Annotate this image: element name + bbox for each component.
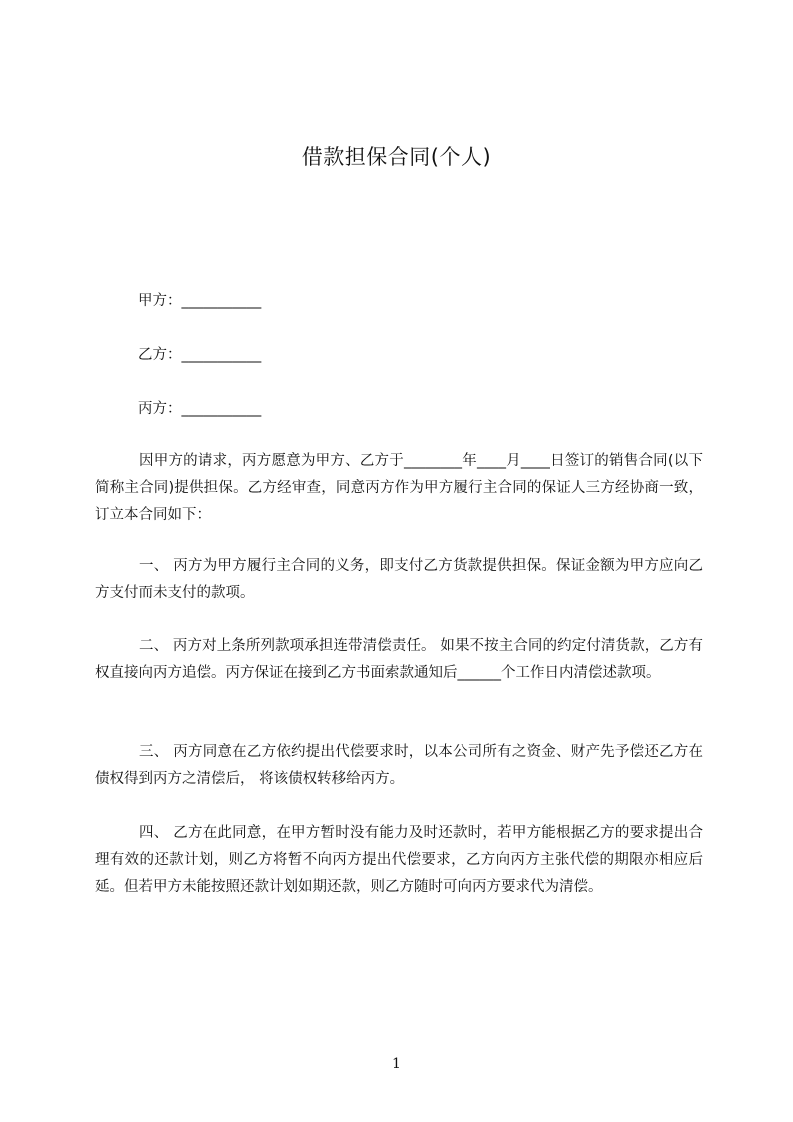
clause-2: 二、 丙方对上条所列款项承担连带清偿责任。 如果不按主合同的约定付清货款，乙方有权直接向丙方追偿。丙方保证在接到乙方书面索款通知后______个工作日内清偿述款项。 [95,638,703,681]
party-b-line: 乙方：___________ [138,347,262,363]
party-c-line: 丙方：___________ [138,401,262,417]
intro-paragraph: 因甲方的请求，丙方愿意为甲方、乙方于________年____月____日签订的销售合同(以下简称主合同)提供担保。乙方经审查，同意丙方作为甲方履行主合同的保证人三方经协商一致，订立本合同如下： [95,453,703,523]
page-number: 1 [392,1056,401,1072]
clause-4: 四、 乙方在此同意，在甲方暂时没有能力及时还款时，若甲方能根据乙方的要求提出合理有效的还款计划，则乙方将暂不向丙方提出代偿要求，乙方向丙方主张代偿的期限亦相应后延。但若甲方未能按照还款计划如期还款，则乙方随时可向丙方要求代为清偿。 [95,825,703,895]
clause-3: 三、 丙方同意在乙方依约提出代偿要求时，以本公司所有之资金、财产先予偿还乙方在债权得到丙方之清偿后， 将该债权转移给丙方。 [95,744,703,787]
document-title: 借款担保合同(个人) [301,145,492,169]
clause-1: 一、 丙方为甲方履行主合同的义务，即支付乙方货款提供担保。保证金额为甲方应向乙方支付而未支付的款项。 [95,558,703,601]
party-a-line: 甲方：___________ [138,293,262,309]
